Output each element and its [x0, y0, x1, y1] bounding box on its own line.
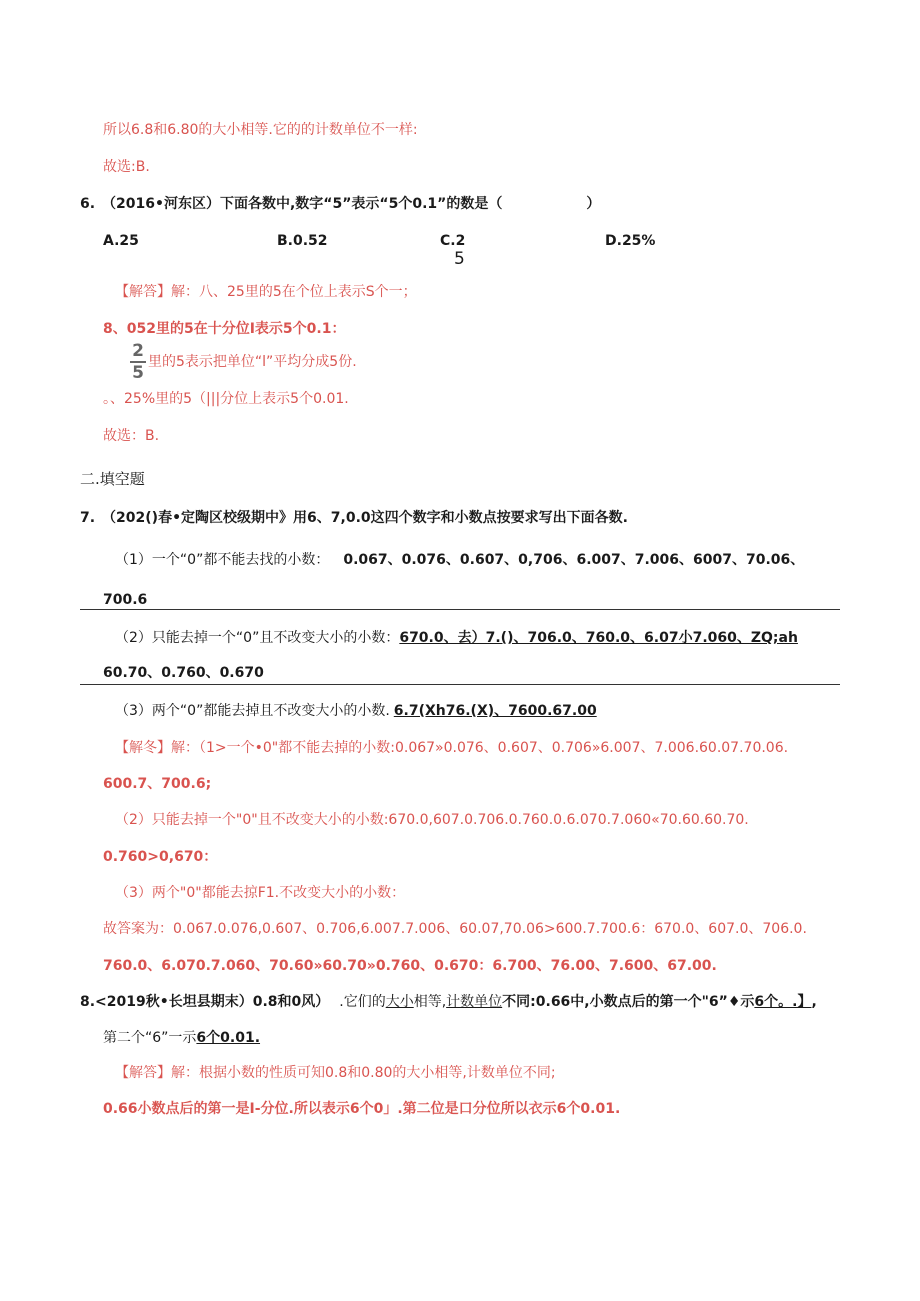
q8-blank-unit: 计数单位	[446, 994, 503, 1010]
q6-option-c-denominator: 5	[454, 249, 465, 269]
q7-final-answer-2: 760.0、6.070.7.060、70.60»60.70»0.760、0.670：6.700、76.00、7.600、67.00.	[103, 958, 717, 974]
fraction-denominator: 5	[132, 363, 144, 383]
q8-blank-second-digit: 6个0.01.	[196, 1030, 261, 1046]
answer-blank-line	[80, 609, 840, 610]
q8-stem-text: 不同:0.66中,小数点后的第一个"6”♦示	[502, 994, 755, 1010]
q8-stem-text: 相等,	[413, 994, 447, 1010]
q8-blank-first-digit: 6个。.】	[754, 994, 812, 1010]
q8-stem-text: .它们的	[339, 994, 386, 1010]
q8-answer-2: 0.66小数点后的第一是I-分位.所以表示6个0」.第二位是口分位所以衣示6个0.01.	[103, 1101, 621, 1117]
q7-part2-label: （2）只能去掉一个“0”且不改变大小的小数：	[115, 630, 400, 646]
q6-option-b: B.0.52	[277, 233, 328, 249]
q6-option-d: D.25%	[605, 233, 656, 249]
q5-conclusion: 所以6.8和6.80的大小相等.它的的计数单位不一样:	[103, 122, 418, 138]
q6-stem: 6. （2016•河东区）下面各数中,数字“5”表示“5个0.1”的数是（ ）	[80, 196, 601, 212]
q8-stem-source: 8.<2019秋•长坦县期末）0.8和0风）	[80, 994, 330, 1010]
q7-answer-3: （3）两个"0"都能去掠F1.不改变大小的小数：	[115, 885, 406, 901]
q7-answer-1-continued: 600.7、700.6;	[103, 776, 212, 792]
q7-part3-answer: 6.7(Xh76.(X)、7600.67.00	[393, 703, 597, 719]
q8-stem	[80, 992, 817, 1012]
q7-answer-2-continued: 0.760>0,670：	[103, 849, 218, 865]
q7-final-answer-1: 故答案为：0.067.0.076,0.607、0.706,6.007.7.006、60.07,70.06>600.7.700.6：670.0、607.0、706.0.	[103, 921, 807, 937]
q7-answer-1: 【解冬】解：（1>一个•0"都不能去掉的小数:0.067»0.076、0.607、0.706»6.007、7.006.60.07.70.06.	[115, 740, 789, 756]
q6-option-a: A.25	[103, 233, 139, 249]
q8-answer-1: 【解答】解：根据小数的性质可知0.8和0.80的大小相等,计数单位不同;	[115, 1065, 556, 1081]
q6-answer-line-4: 。、25%里的5（|||分位上表示5个0.01.	[103, 391, 349, 407]
q6-answer-line-1: 【解答】解：八、25里的5在个位上表示S个一；	[115, 284, 417, 300]
q8-stem-text: 第二个“6”一示	[103, 1030, 197, 1046]
q6-answer-line-2: 8、052里的5在十分位I表示5个0.1：	[103, 321, 346, 337]
q6-fraction-image	[130, 342, 146, 382]
q8-stem-comma: ,	[811, 994, 817, 1010]
q7-part2-continued: 60.70、0.760、0.670	[103, 665, 264, 681]
q7-part2	[115, 628, 798, 648]
q7-part1-answer: 0.067、0.076、0.607、0,706、6.007、7.006、6007、70.06、	[343, 552, 805, 568]
q7-part3	[115, 701, 597, 721]
fraction-numerator: 2	[132, 341, 144, 361]
q7-answer-2: （2）只能去掉一个"0"且不改变大小的小数:670.0,607.0.706.0.760.0.6.070.7.060«70.60.60.70.	[115, 812, 749, 828]
q7-stem: 7. （202()春•定陶区校级期中》用6、7,0.0这四个数字和小数点按要求写出下面各数.	[80, 510, 628, 526]
q6-answer-line-3: 里的5表示把单位“l”平均分成5份.	[148, 354, 357, 370]
q7-part1-label: （1）一个“0”都不能去找的小数：	[115, 552, 330, 568]
q7-part3-label: （3）两个“0”都能去掉且不改变大小的小数.	[115, 703, 390, 719]
q7-part1-continued: 700.6	[103, 592, 148, 608]
q7-part1	[115, 550, 804, 570]
q6-answer-choice: 故选：B.	[103, 428, 160, 444]
q6-option-c: C.2	[440, 233, 466, 249]
q5-choice: 故选:B.	[103, 159, 150, 175]
answer-blank-line	[80, 684, 840, 685]
q7-part2-answer: 670.0、去）7.()、706.0、760.0、6.07小7.060、ZQ;ah	[399, 630, 798, 646]
q8-blank-size: 大小	[385, 994, 414, 1010]
section-title: 二.填空题	[80, 470, 145, 488]
q8-stem-line-2	[103, 1028, 260, 1048]
